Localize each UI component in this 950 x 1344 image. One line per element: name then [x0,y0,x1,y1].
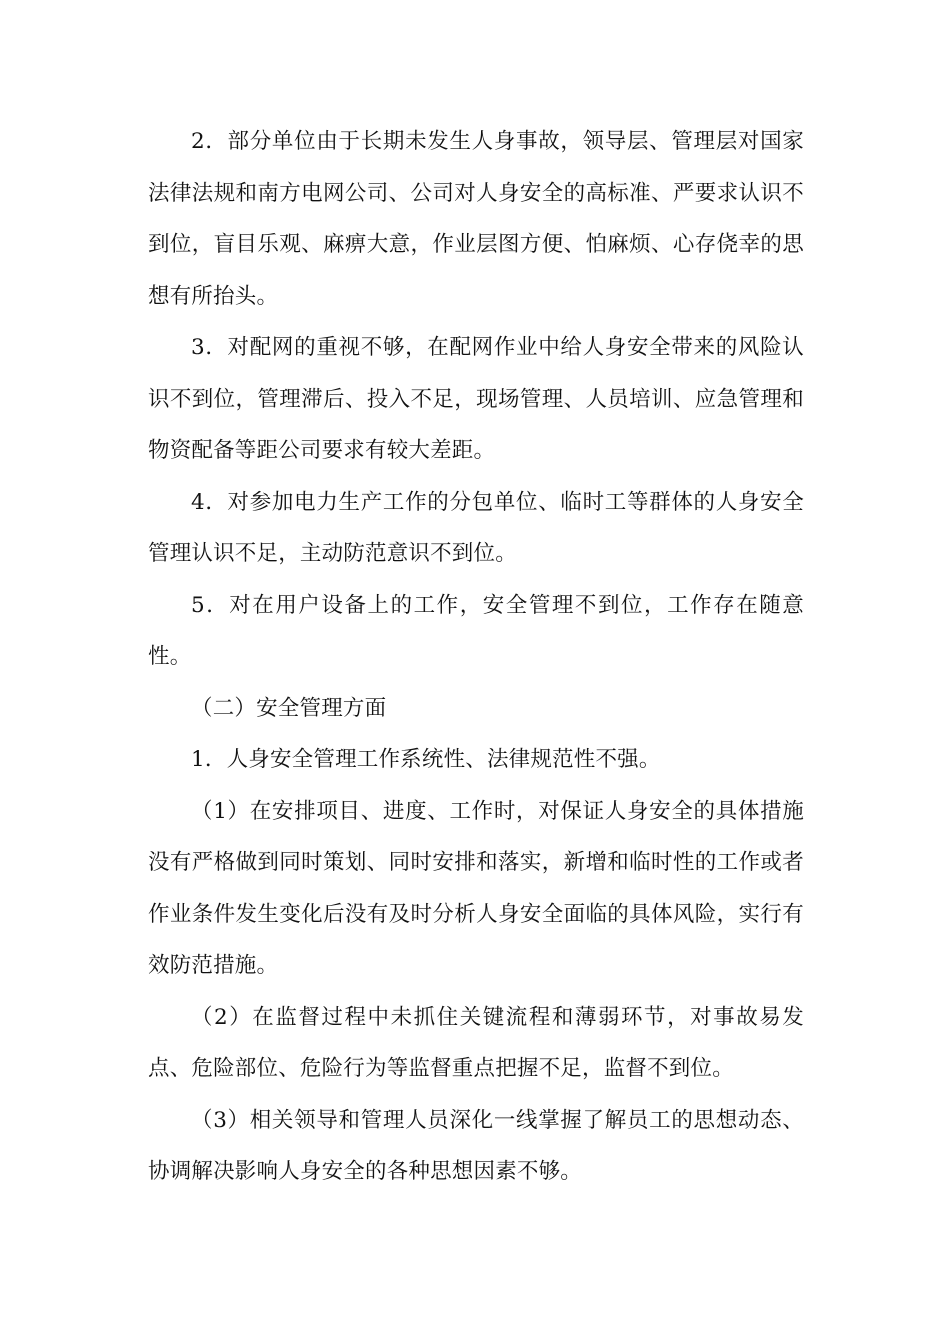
paragraph-point-3: 3．对配网的重视不够，在配网作业中给人身安全带来的风险认识不到位，管理滞后、投入不足，现场管理、人员培训、应急管理和物资配备等距公司要求有较大差距。 [148,335,804,463]
paragraph-point-4: 4．对参加电力生产工作的分包单位、临时工等群体的人身安全管理认识不足，主动防范意识不到位。 [148,489,804,566]
document-body [148,116,804,1198]
paragraph-item-2: （2）在监督过程中未抓住关键流程和薄弱环节，对事故易发点、危险部位、危险行为等监督重点把握不足，监督不到位。 [148,1004,804,1081]
paragraph-subpoint-1: 1．人身安全管理工作系统性、法律规范性不强。 [191,747,661,772]
paragraph-item-3: （3）相关领导和管理人员深化一线掌握了解员工的思想动态、协调解决影响人身安全的各种思想因素不够。 [148,1107,804,1184]
paragraph-point-5: 5．对在用户设备上的工作，安全管理不到位，工作存在随意性。 [148,592,804,669]
paragraph-point-2: 2．部分单位由于长期未发生人身事故，领导层、管理层对国家法律法规和南方电网公司、公司对人身安全的高标准、严要求认识不到位，盲目乐观、麻痹大意，作业层图方便、怕麻烦、心存侥幸的思想有所抬头。 [148,129,804,309]
section-heading-safety-management: （二）安全管理方面 [191,695,387,721]
paragraph-item-1: （1）在安排项目、进度、工作时，对保证人身安全的具体措施没有严格做到同时策划、同时安排和落实，新增和临时性的工作或者作业条件发生变化后没有及时分析人身安全面临的具体风险，实行有效防范措施。 [148,798,804,978]
